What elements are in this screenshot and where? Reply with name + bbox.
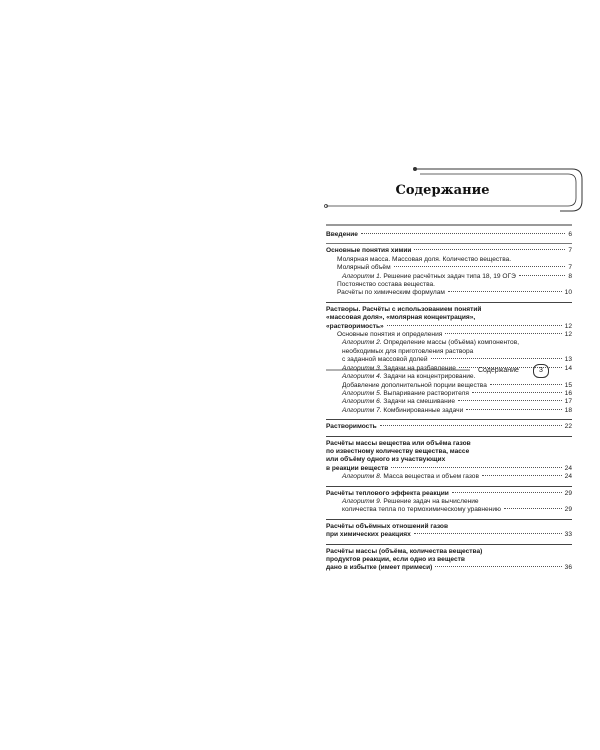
toc-entry[interactable] — [326, 440, 572, 474]
algorithm-label: Алгоритм 3. — [342, 364, 382, 372]
toc-entry-label: по известному количеству вещества, массе — [326, 447, 470, 455]
algorithm-label: Алгоритм 8. — [342, 473, 382, 481]
algorithm-label: Алгоритм 6. — [342, 398, 382, 406]
toc-entry-page: 22 — [564, 423, 572, 431]
toc-entry-label: Комбинированные задачи — [381, 406, 464, 414]
toc-entry-page: 10 — [564, 289, 572, 297]
algorithm-label: Алгоритм 7. — [342, 406, 382, 414]
toc-entry-label: Расчёты теплового эффекта реакции — [326, 489, 449, 497]
toc-entry-page: 12 — [564, 331, 572, 339]
algorithm-label: Алгоритм 2. — [342, 339, 382, 347]
toc-entry-page: 6 — [568, 231, 572, 238]
toc-entry-label: продуктов реакции, если одно из веществ — [326, 556, 465, 563]
toc-entry-label: «массовая доля», «молярная концентрация», — [326, 314, 476, 322]
toc-entry[interactable] — [326, 423, 572, 431]
toc-entry-page: 7 — [568, 264, 572, 272]
toc-entry[interactable] — [326, 247, 572, 255]
toc-entry[interactable] — [326, 407, 572, 415]
toc-entry-label: Основные понятия и определения — [337, 331, 443, 339]
toc-entry[interactable] — [326, 339, 572, 364]
toc-entry-label: Масса вещества и объем газов — [381, 473, 479, 481]
toc-entry-label: Расчёты массы (объёма, количества вещества) — [326, 547, 483, 555]
toc-entry-page: 24 — [564, 473, 572, 481]
toc-entry[interactable] — [326, 498, 572, 515]
toc-entry-page: 13 — [564, 356, 572, 364]
algorithm-label: Алгоритм 9. — [342, 497, 382, 505]
toc-entry-label: «растворимость» — [326, 322, 384, 330]
toc-entry-page: 15 — [564, 381, 572, 389]
toc-entry-label: Постоянство состава вещества. — [337, 281, 436, 289]
toc-entry-label: Введение — [326, 231, 358, 238]
toc-entry-label: количества тепла по термохимическому уравнению — [342, 506, 501, 514]
toc-entry-label: необходимых для приготовления раствора — [342, 347, 474, 355]
page-number: 3 — [533, 364, 549, 378]
toc-entry-page: 12 — [564, 322, 572, 330]
toc-entry-page: 36 — [564, 564, 572, 572]
toc-entry-label: Задачи на концентрирование. — [381, 373, 476, 381]
toc-entry-label: в реакции веществ — [326, 464, 389, 472]
toc-entry-page: 18 — [564, 406, 572, 414]
toc-entry-label: Решение задач на вычисление — [381, 497, 479, 505]
toc-entry[interactable] — [326, 398, 572, 406]
toc-entry-label: Расчёты массы вещества или объёма газов — [326, 439, 471, 447]
toc-entry-label: Растворимость — [326, 423, 377, 431]
toc-entry-page: 16 — [564, 389, 572, 397]
toc-entry-label: Выпаривание растворителя — [381, 389, 469, 397]
toc-entry[interactable] — [326, 281, 572, 298]
toc-entry[interactable] — [326, 256, 572, 273]
toc-entry[interactable] — [326, 390, 572, 398]
toc-entry-label: Основные понятия химии — [326, 247, 412, 255]
toc-entry-page: 8 — [568, 272, 572, 280]
toc-entry-page: 33 — [564, 531, 572, 539]
toc-entry[interactable] — [326, 490, 572, 498]
algorithm-label: Алгоритм 1. — [342, 272, 382, 280]
toc-entry-label: Растворы. Расчёты с использованием понятий — [326, 305, 482, 313]
toc-entry[interactable] — [326, 523, 572, 540]
algorithm-label: Алгоритм 4. — [342, 373, 382, 381]
toc-entry-label: Задачи на разбавление — [381, 364, 456, 372]
toc-entry-label: Решение расчётных задач типа 18, 19 ОГЭ — [381, 272, 516, 280]
toc-entry-page: 17 — [564, 398, 572, 406]
toc-entry-label: Расчёты объёмных отношений газов — [326, 522, 449, 530]
toc-entry-label: с заданной массовой долей — [342, 356, 428, 364]
toc-entry-label: Молярный объём — [337, 264, 391, 272]
toc-entry-page: 14 — [564, 364, 572, 372]
toc-entry-label: Добавление дополнительной порции вещества — [342, 381, 487, 389]
toc-entry-page: 7 — [568, 247, 572, 255]
algorithm-label: Алгоритм 5. — [342, 389, 382, 397]
toc-entry[interactable] — [326, 231, 572, 239]
running-footer: Содержание — [478, 367, 519, 374]
toc-entry-label: Расчёты по химическим формулам — [337, 289, 445, 297]
toc-entry-page: 29 — [564, 489, 572, 497]
toc-entry[interactable] — [326, 273, 572, 281]
toc-entry-label: дано в избытке (имеет примеси) — [326, 564, 433, 572]
table-of-contents — [326, 231, 572, 573]
toc-entry-label: Молярная масса. Массовая доля. Количество вещества. — [337, 255, 512, 263]
toc-entry[interactable] — [326, 473, 572, 481]
toc-entry-label: Определение массы (объёма) компонентов, — [381, 339, 520, 347]
toc-entry-label: при химических реакциях — [326, 531, 411, 539]
page-title: Содержание — [395, 183, 490, 198]
toc-entry-page: 29 — [564, 506, 572, 514]
toc-entry[interactable] — [326, 306, 572, 331]
toc-entry[interactable] — [326, 548, 572, 573]
toc-entry-label: Задачи на смешивание — [381, 398, 456, 406]
toc-entry-page: 24 — [564, 464, 572, 472]
toc-entry-label: или объёму одного из участвующих — [326, 456, 446, 464]
